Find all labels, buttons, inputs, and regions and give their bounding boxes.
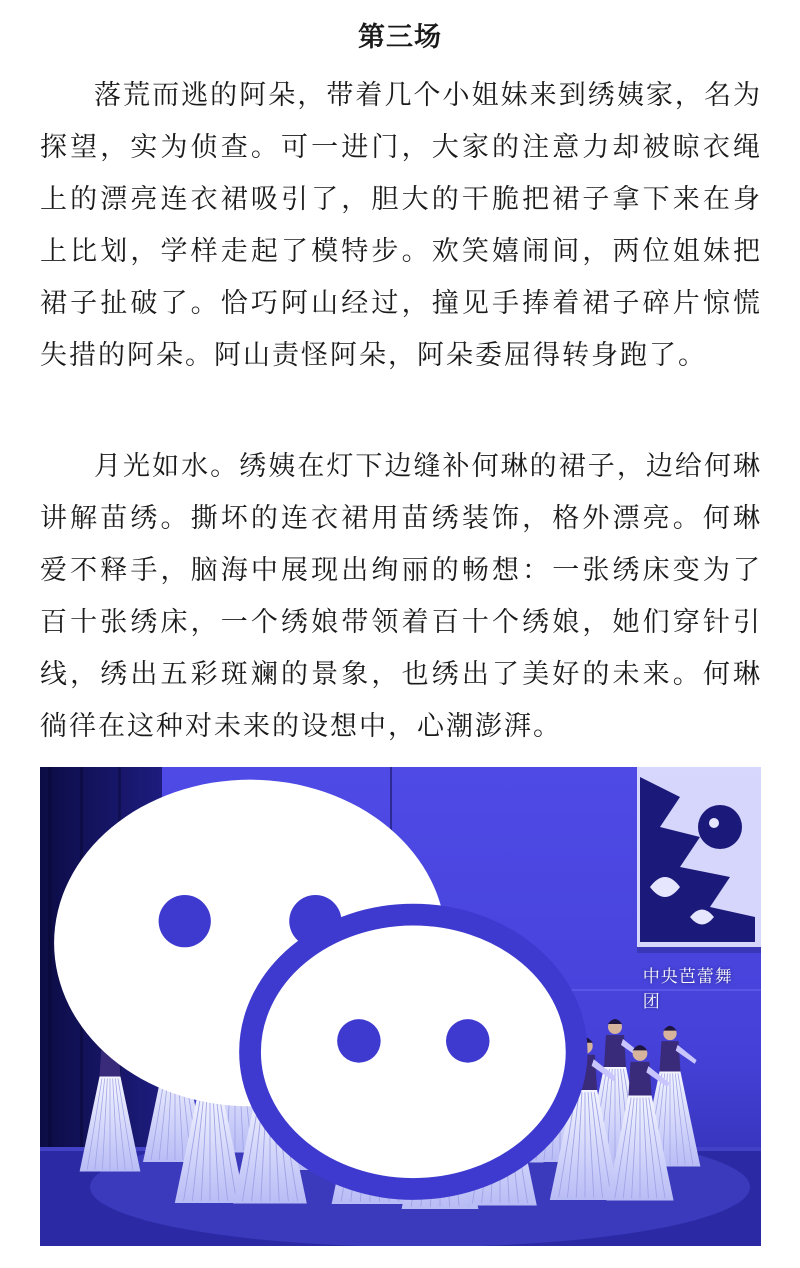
section-heading: 第三场: [358, 22, 442, 53]
paragraph: 落荒而逃的阿朵，带着几个小姐妹来到绣姨家，名为探望，实为侦查。可一进门，大家的注意力却被晾衣绳上的漂亮连衣裙吸引了，胆大的干脆把裙子拿下来在身上比划，学样走起了模特步。欢笑嬉闹间，两位姐妹把裙子扯破了。恰巧阿山经过，撞见手捧着裙子碎片惊慌失措的阿朵。阿山责怪阿朵，阿朵委屈得转身跑了。: [40, 80, 762, 371]
wechat-icon: [40, 767, 637, 1226]
watermark-text: 中央芭蕾舞团: [642, 966, 733, 1012]
paragraph: 月光如水。绣姨在灯下边缝补何琳的裙子，边给何琳讲解苗绣。撕坏的连衣裙用苗绣装饰，格外漂亮。何琳爱不释手，脑海中展现出绚丽的畅想：一张绣床变为了百十张绣床，一个绣娘带领着百十个绣娘，她们穿针引线，绣出五彩斑斓的景象，也绣出了美好的未来。何琳徜徉在这种对未来的设想中，心潮澎湃。: [40, 451, 762, 742]
stage-photo: [40, 767, 761, 1246]
watermark: [40, 767, 739, 1226]
